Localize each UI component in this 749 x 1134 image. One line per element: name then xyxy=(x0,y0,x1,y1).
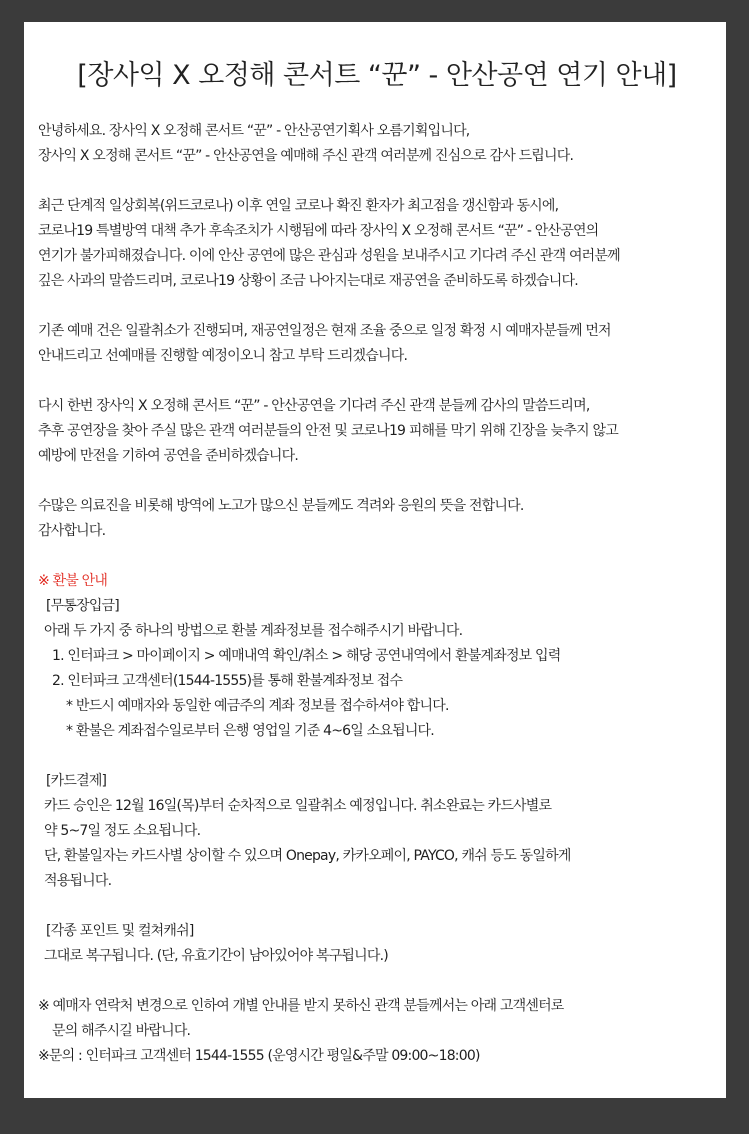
contact-note-line-2: 문의 해주시길 바랍니다. xyxy=(52,1023,191,1039)
paragraph-gap xyxy=(38,544,716,569)
paragraph-gap xyxy=(38,969,716,994)
refund-heading: ※ 환불 안내 xyxy=(38,573,108,589)
notice-body xyxy=(38,119,716,1069)
points-label: [각종 포인트 및 컬쳐캐쉬] xyxy=(46,923,194,939)
bank-transfer-label: [무통장입금] xyxy=(46,598,119,614)
thanks-line-3: 예방에 만전을 기하여 공연을 준비하겠습니다. xyxy=(38,448,299,464)
card-payment-label: [카드결제] xyxy=(46,773,107,789)
postpone-line-4: 깊은 사과의 말씀드리며, 코로나19 상황이 조금 나아지는대로 재공연을 준비하도록 하겠습니다. xyxy=(38,273,578,289)
paragraph-gap xyxy=(38,294,716,319)
paragraph-gap xyxy=(38,169,716,194)
closing-line-2: 감사합니다. xyxy=(38,523,106,539)
postpone-line-1: 최근 단계적 일상회복(위드코로나) 이후 연일 코로나 확진 환자가 최고점을 갱신함과 동시에, xyxy=(38,198,559,214)
card-payment-line-2: 약 5~7일 정도 소요됩니다. xyxy=(44,823,201,839)
paragraph-gap xyxy=(38,744,716,769)
thanks-line-2: 추후 공연장을 찾아 주실 많은 관객 여러분들의 안전 및 코로나19 피해를 막기 위해 긴장을 늦추지 않고 xyxy=(38,423,618,439)
greeting-line-1: 안녕하세요. 장사익 X 오정해 콘서트 “꾼” - 안산공연기획사 오름기획입니다, xyxy=(38,123,470,139)
card-payment-line-3: 단, 환불일자는 카드사별 상이할 수 있으며 Onepay, 카카오페이, PAYCO, 캐쉬 등도 동일하게 xyxy=(44,848,571,864)
inquiry-line: ※문의 : 인터파크 고객센터 1544-1555 (운영시간 평일&주말 09:00~18:00) xyxy=(38,1048,480,1064)
refund-step-1: 1. 인터파크 > 마이페이지 > 예매내역 확인/취소 > 해당 공연내역에서 환불계좌정보 입력 xyxy=(52,648,561,664)
postpone-line-3: 연기가 불가피해졌습니다. 이에 안산 공연에 많은 관심과 성원을 보내주시고 기다려 주신 관객 여러분께 xyxy=(38,248,620,264)
closing-line-1: 수많은 의료진을 비롯해 방역에 노고가 많으신 분들께도 격려와 응원의 뜻을 전합니다. xyxy=(38,498,524,514)
thanks-line-1: 다시 한번 장사익 X 오정해 콘서트 “꾼” - 안산공연을 기다려 주신 관객 분들께 감사의 말씀드리며, xyxy=(38,398,590,414)
paragraph-gap xyxy=(38,369,716,394)
refund-note-1: * 반드시 예매자와 동일한 예금주의 계좌 정보를 접수하셔야 합니다. xyxy=(66,698,449,714)
bank-transfer-intro: 아래 두 가지 중 하나의 방법으로 환불 계좌정보를 접수해주시기 바랍니다. xyxy=(44,623,463,639)
existing-booking-line-1: 기존 예매 건은 일괄취소가 진행되며, 재공연일정은 현재 조율 중으로 일정 확정 시 예매자분들께 먼저 xyxy=(38,323,611,339)
notice-title: [장사익 X 오정해 콘서트 “꾼” - 안산공연 연기 안내] xyxy=(77,60,677,91)
refund-note-2: * 환불은 계좌접수일로부터 은행 영업일 기준 4~6일 소요됩니다. xyxy=(66,723,434,739)
paragraph-gap xyxy=(38,894,716,919)
notice-panel xyxy=(24,22,726,1098)
paragraph-gap xyxy=(38,469,716,494)
postpone-line-2: 코로나19 특별방역 대책 추가 후속조치가 시행됨에 따라 장사익 X 오정해 콘서트 “꾼” - 안산공연의 xyxy=(38,223,599,239)
card-payment-line-1: 카드 승인은 12월 16일(목)부터 순차적으로 일괄취소 예정입니다. 취소완료는 카드사별로 xyxy=(44,798,552,814)
existing-booking-line-2: 안내드리고 선예매를 진행할 예정이오니 참고 부탁 드리겠습니다. xyxy=(38,348,408,364)
points-line: 그대로 복구됩니다. (단, 유효기간이 남아있어야 복구됩니다.) xyxy=(44,948,388,964)
contact-note-line-1: ※ 예매자 연락처 변경으로 인하여 개별 안내를 받지 못하신 관객 분들께서는 아래 고객센터로 xyxy=(38,998,564,1014)
refund-step-2: 2. 인터파크 고객센터(1544-1555)를 통해 환불계좌정보 접수 xyxy=(52,673,403,689)
card-payment-line-4: 적용됩니다. xyxy=(44,873,112,889)
greeting-line-2: 장사익 X 오정해 콘서트 “꾼” - 안산공연을 예매해 주신 관객 여러분께 진심으로 감사 드립니다. xyxy=(38,148,574,164)
